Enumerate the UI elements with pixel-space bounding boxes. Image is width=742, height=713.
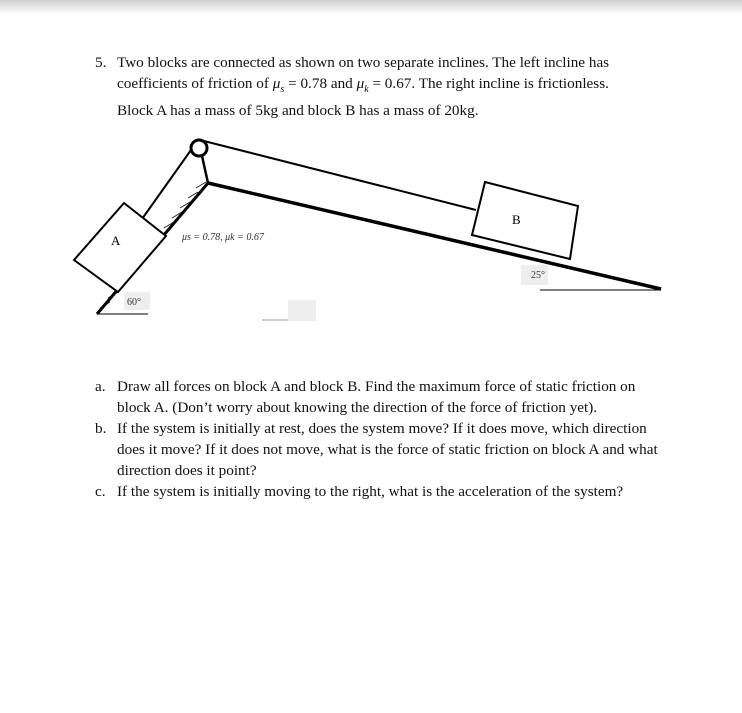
pulley-icon (191, 140, 207, 156)
block-a-label: A (111, 233, 121, 248)
rope-b (200, 140, 476, 210)
question-c: c. If the system is initially moving to the right, what is the acceleration of the system? (95, 483, 624, 500)
friction-label: μs = 0.78, μk = 0.67 (182, 232, 264, 243)
problem-line-2: coefficients of friction of $\mu_s = 0.78$ and $\mu_k = 0.67$. The right incline is frictionless. (117, 75, 609, 96)
question-b: b. If the system is initially at rest, does the system move? If it does move, which direction does it move? If it does not move, what is the force of static friction on block A and what direction does it point? (95, 420, 658, 479)
question-list (95, 376, 658, 502)
block-b-label: B (512, 212, 521, 227)
left-angle-label: 60° (127, 297, 141, 308)
rope-a (142, 150, 191, 219)
problem-line-1: Two blocks are connected as shown on two separate inclines. The left incline has (117, 54, 610, 71)
question-a: a. Draw all forces on block A and block B. Find the maximum force of static friction on block A. (Don’t worry about knowing the direction of the force of friction yet). (95, 378, 636, 416)
problem-number: 5. (95, 54, 107, 71)
pulley-support (202, 156, 208, 183)
problem-line-3: Block A has a mass of 5kg and block B has a mass of 20kg. (117, 102, 479, 120)
right-angle-label: 25° (531, 270, 545, 281)
